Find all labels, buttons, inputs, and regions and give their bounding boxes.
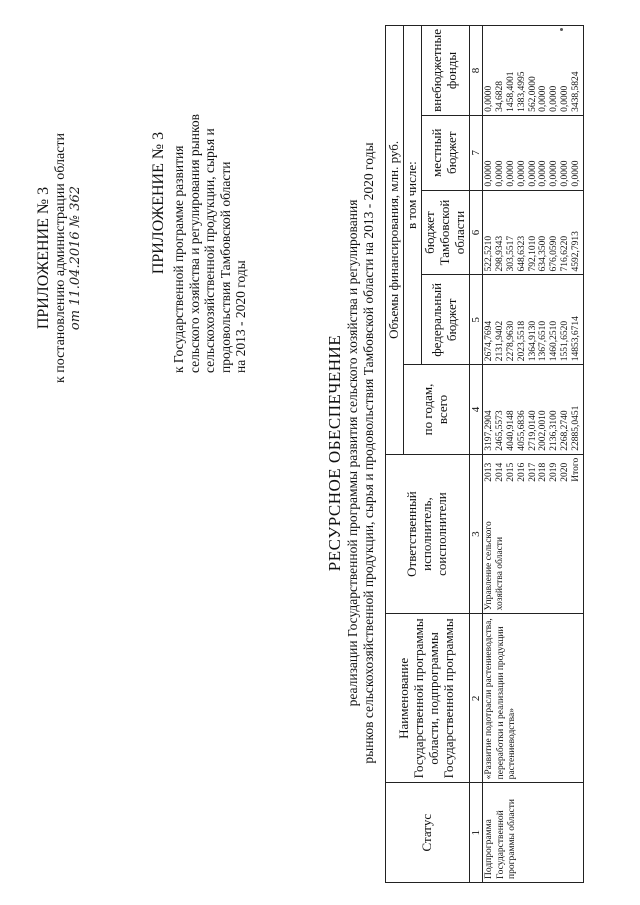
column-number: 1 [469,782,483,882]
year-cell: 2014 [495,462,506,482]
total-cell: 2719,0140 [527,409,538,451]
extra-cell: 1458,4001 [505,71,516,112]
column-number: 3 [469,454,483,614]
regional-cell: 634,3500 [538,235,549,271]
scan-speck [560,28,563,31]
regional-cell: 648,6323 [516,235,527,271]
column-number: 7 [469,115,483,190]
total-cell: 2002,0010 [538,409,549,451]
header-including: в том числе: [403,25,421,364]
table-row [483,25,583,882]
total-cell: 2136,3100 [549,409,560,451]
header-executor: Ответственный исполнитель, соисполнители [386,454,470,614]
document-subtitle-line-1: реализации Государственной программы развития сельского хозяйства и регулирования [345,199,361,706]
regional-cell: 792,1010 [527,235,538,271]
local-cell: 0,0000 [505,160,516,187]
local-cell: 0,0000 [495,160,506,187]
year-cell: 2020 [560,462,571,482]
extra-cell: 34,6828 [495,80,506,112]
column-number: 6 [469,190,483,275]
regional-values [483,190,583,275]
row-executor: Управление сельского хозяйства области [484,520,506,610]
row-executor-and-years [483,454,583,614]
total-cell: 2268,2740 [560,409,571,451]
extra-cell: 3438,5824 [570,71,581,112]
program-annex-line-5: на 2013 - 2020 годы [233,259,249,373]
program-annex-line-1: к Государственной программе развития [171,145,187,373]
column-number: 4 [469,364,483,453]
year-cell: 2016 [516,462,527,482]
federal-cell: 2278,9630 [505,320,516,361]
extra-cell: 562,0000 [527,75,538,112]
local-cell: 0,0000 [560,160,571,187]
local-cell: 0,0000 [570,160,581,187]
header-extra: внебюджетные фонды [421,25,469,115]
extra-cell: 0,0000 [538,85,549,112]
column-number: 8 [469,25,483,115]
federal-cell: 1551,6520 [560,320,571,361]
document-title: РЕСУРСНОЕ ОБЕСПЕЧЕНИЕ [325,334,344,571]
header-local: местный бюджет [421,115,469,190]
year-cell: 2013 [484,462,495,482]
header-program-name: Наименование Государственной программы области, подпрограммы Государственной программы [386,613,470,782]
row-status: Подпрограмма Государственной программы области [483,782,583,882]
total-cell: 4055,6836 [516,409,527,451]
regional-cell: 298,9343 [495,235,506,271]
decree-annex-block [35,23,84,493]
regional-cell: 303,5517 [505,235,516,271]
local-cell: 0,0000 [538,160,549,187]
extra-cell: 0,0000 [549,85,560,112]
federal-cell: 1460,2510 [549,320,560,361]
total-values [483,364,583,453]
document-page [20,13,620,893]
local-cell: 0,0000 [516,160,527,187]
column-number-row [469,25,483,882]
year-cell: Итого [570,457,581,482]
header-funding: Объемы финансирования, млн. руб. [386,25,404,454]
document-subtitle-line-2: рынков сельскохозяйственной продукции, сырья и продовольствия Тамбовской области на 2013 - 2020 годы [360,141,376,764]
regional-cell: 716,6220 [560,235,571,271]
resource-table [385,25,584,883]
row-program-name: «Развитие подотрасли растениеводства, переработки и реализации продукции растениеводства» [483,613,583,782]
year-cell: 2015 [505,462,516,482]
year-cell: 2019 [549,462,560,482]
local-cell: 0,0000 [527,160,538,187]
extra-cell: 0,0000 [484,85,495,112]
header-total: по годам, всего [403,364,469,453]
federal-cell: 1367,6510 [538,320,549,361]
federal-cell: 1364,9130 [527,320,538,361]
column-number: 2 [469,613,483,782]
year-cell: 2017 [527,462,538,482]
total-cell: 22885,0451 [570,405,581,451]
extra-cell: 0,0000 [560,85,571,112]
extra-values [483,25,583,115]
program-annex-line-4: продовольствия Тамбовской области [217,161,233,373]
federal-values [483,274,583,364]
decree-date-number: от 11.04.2016 № 362 [68,185,84,330]
program-annex-line-3: сельскохозяйственной продукции, сырья и [202,127,218,373]
decree-annex-line: к постановлению администрации области [53,132,69,383]
decree-annex-title: ПРИЛОЖЕНИЕ № 3 [35,186,52,329]
header-row-1 [386,25,404,882]
local-cell: 0,0000 [484,160,495,187]
federal-cell: 14853,6714 [570,315,581,361]
total-cell: 2465,5573 [495,409,506,451]
header-status: Статус [386,782,470,882]
total-cell: 4040,9148 [505,409,516,451]
header-federal: федеральный бюджет [421,274,469,364]
regional-cell: 4592,7913 [570,230,581,271]
year-list [484,457,581,481]
program-annex-line-2: сельского хозяйства и регулирования рынков [186,113,202,373]
column-number: 5 [469,274,483,364]
regional-cell: 676,0590 [549,235,560,271]
local-cell: 0,0000 [549,160,560,187]
total-cell: 3197,2904 [484,409,495,451]
year-cell: 2018 [538,462,549,482]
document-heading [325,53,377,853]
program-annex-title: ПРИЛОЖЕНИЕ № 3 [150,131,167,274]
federal-cell: 2674,7694 [484,320,495,361]
regional-cell: 522,5210 [484,235,495,271]
local-values [483,115,583,190]
header-regional: бюджет Тамбовской области [421,190,469,275]
program-annex-block [150,33,249,373]
federal-cell: 2131,9402 [495,320,506,361]
federal-cell: 2023,5518 [516,320,527,361]
extra-cell: 1383,4995 [516,71,527,112]
